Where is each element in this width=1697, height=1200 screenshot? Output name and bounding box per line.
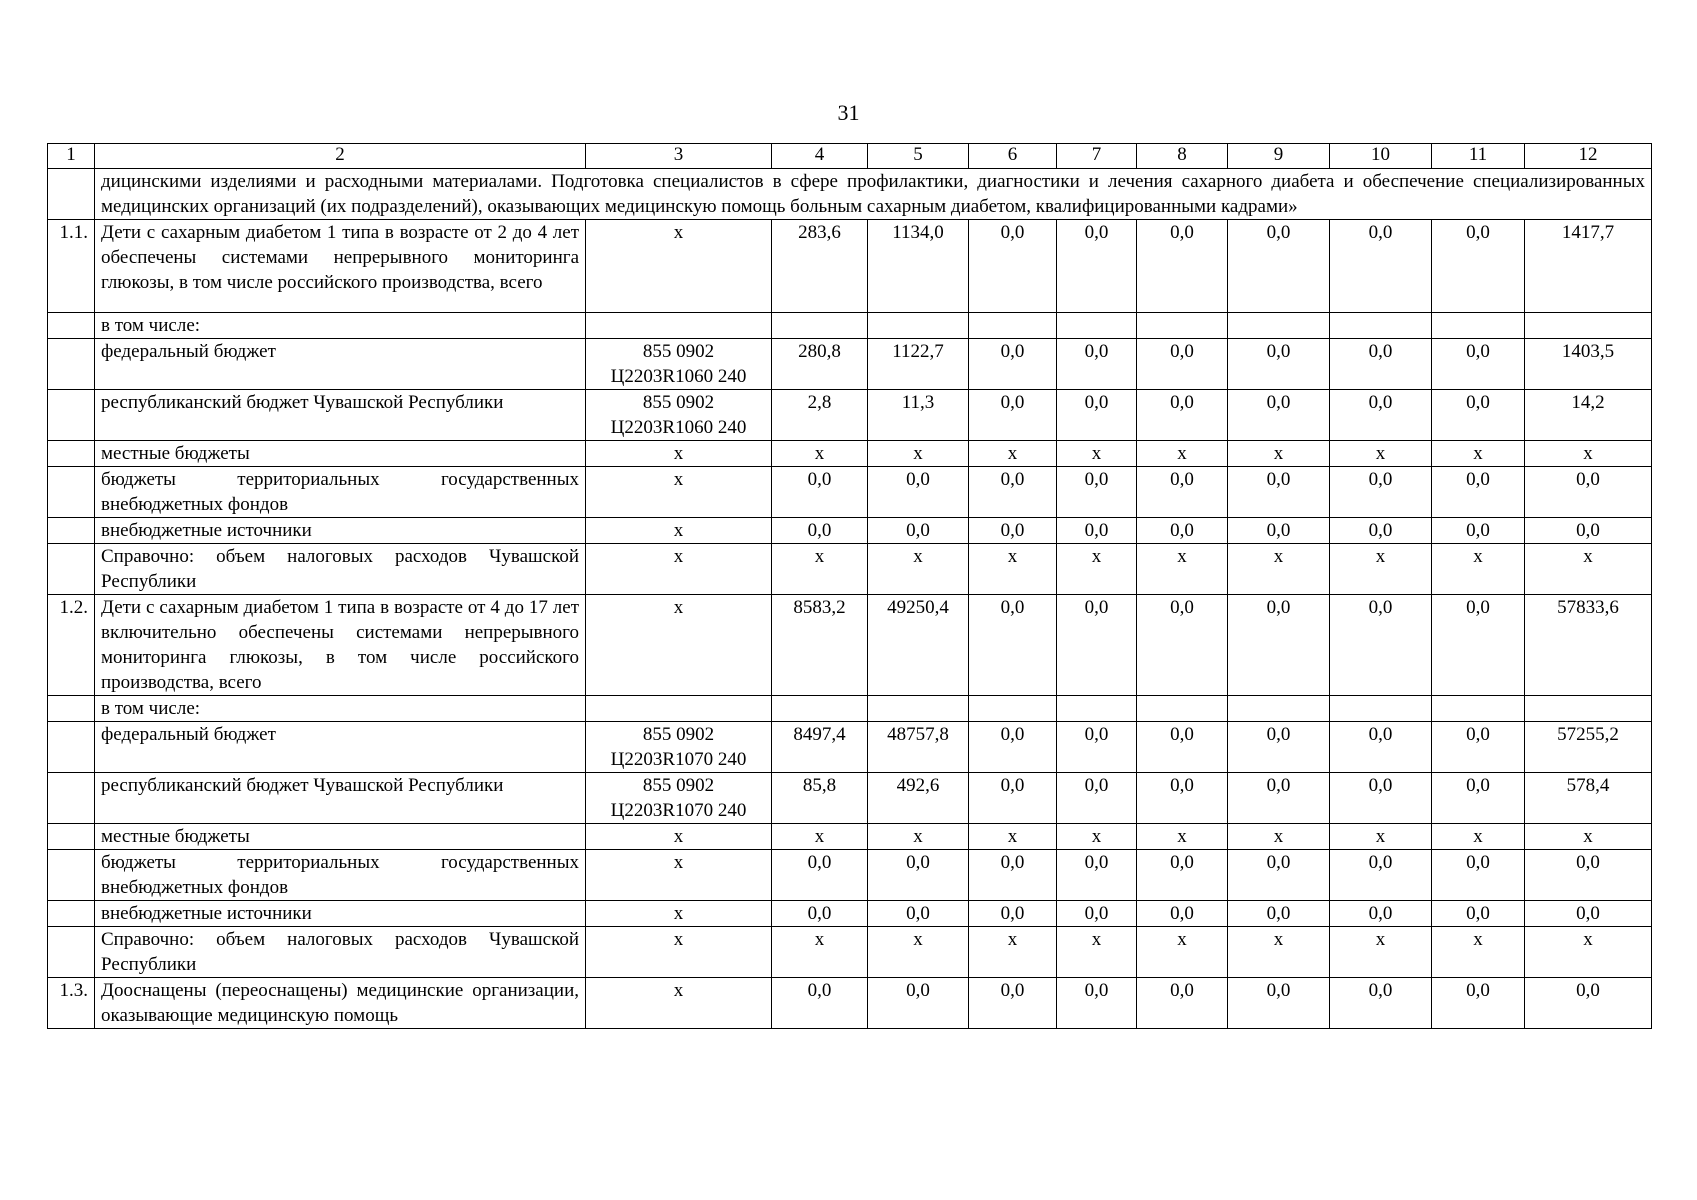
value-cell: х (1330, 441, 1432, 467)
value-cell: 0,0 (1330, 901, 1432, 927)
value-cell: х (1228, 824, 1330, 850)
value-cell: 0,0 (1432, 722, 1525, 773)
header-cell: 5 (868, 144, 969, 169)
value-cell: 0,0 (1432, 390, 1525, 441)
value-cell: х (868, 824, 969, 850)
row-label: Дети с сахарным диабетом 1 типа в возрасте от 4 до 17 лет включительно обеспечены системами непрерывного мониторинга глюкозы, в том числе российского производства, всего (95, 595, 586, 696)
value-cell: 0,0 (1137, 339, 1228, 390)
value-cell (1525, 696, 1652, 722)
value-cell: 0,0 (969, 339, 1057, 390)
value-cell: 0,0 (1330, 850, 1432, 901)
row-label: местные бюджеты (95, 441, 586, 467)
value-cell: 0,0 (1330, 467, 1432, 518)
column-number-header (48, 144, 1652, 169)
header-cell: 1 (48, 144, 95, 169)
row-number: 1.3. (48, 978, 95, 1029)
value-cell: 0,0 (1057, 722, 1137, 773)
value-cell (1228, 696, 1330, 722)
row-number (48, 722, 95, 773)
value-cell: 0,0 (1228, 850, 1330, 901)
row-label: местные бюджеты (95, 824, 586, 850)
budget-source-row (48, 544, 1652, 595)
value-cell: 1122,7 (868, 339, 969, 390)
value-cell (1057, 696, 1137, 722)
value-cell: 0,0 (772, 467, 868, 518)
budget-source-row (48, 850, 1652, 901)
budget-code: х (586, 927, 772, 978)
value-cell (1330, 313, 1432, 339)
value-cell: х (1137, 824, 1228, 850)
header-cell: 6 (969, 144, 1057, 169)
row-label: бюджеты территориальных государственных внебюджетных фондов (95, 850, 586, 901)
budget-code: х (586, 901, 772, 927)
intro-number-cell (48, 169, 95, 220)
value-cell: 1417,7 (1525, 220, 1652, 313)
value-cell: 0,0 (969, 901, 1057, 927)
value-cell: х (1432, 927, 1525, 978)
row-number (48, 390, 95, 441)
budget-code: х (586, 467, 772, 518)
value-cell: 0,0 (1525, 978, 1652, 1029)
value-cell: 0,0 (1228, 595, 1330, 696)
value-cell: 0,0 (1330, 773, 1432, 824)
value-cell: х (969, 824, 1057, 850)
value-cell: х (868, 441, 969, 467)
value-cell: 0,0 (1432, 901, 1525, 927)
row-number (48, 441, 95, 467)
row-label: федеральный бюджет (95, 339, 586, 390)
value-cell: 0,0 (1137, 722, 1228, 773)
value-cell: 0,0 (1137, 467, 1228, 518)
value-cell: 0,0 (1432, 978, 1525, 1029)
value-cell: х (1432, 544, 1525, 595)
value-cell: 11,3 (868, 390, 969, 441)
value-cell: 0,0 (969, 518, 1057, 544)
value-cell: х (1525, 441, 1652, 467)
value-cell: 85,8 (772, 773, 868, 824)
value-cell: 283,6 (772, 220, 868, 313)
value-cell: х (969, 544, 1057, 595)
value-cell (1137, 696, 1228, 722)
value-cell (1057, 313, 1137, 339)
budget-code: 855 0902 Ц2203R1060 240 (586, 339, 772, 390)
indicator-row (48, 978, 1652, 1029)
value-cell: х (1137, 544, 1228, 595)
row-number (48, 773, 95, 824)
value-cell: х (969, 927, 1057, 978)
subheading-row (48, 696, 1652, 722)
value-cell: 0,0 (1432, 595, 1525, 696)
row-label: федеральный бюджет (95, 722, 586, 773)
value-cell: 0,0 (969, 595, 1057, 696)
budget-source-row (48, 901, 1652, 927)
value-cell: х (1525, 544, 1652, 595)
value-cell: 0,0 (1057, 467, 1137, 518)
budget-source-row (48, 441, 1652, 467)
value-cell: х (1057, 544, 1137, 595)
value-cell (1330, 696, 1432, 722)
value-cell: х (772, 927, 868, 978)
value-cell: 0,0 (969, 220, 1057, 313)
value-cell: 0,0 (1057, 773, 1137, 824)
row-number: 1.2. (48, 595, 95, 696)
value-cell: х (1228, 544, 1330, 595)
value-cell: 0,0 (1137, 773, 1228, 824)
value-cell: х (1330, 544, 1432, 595)
value-cell (1137, 313, 1228, 339)
header-cell: 4 (772, 144, 868, 169)
value-cell: 0,0 (1057, 978, 1137, 1029)
page-number: 31 (837, 100, 860, 125)
value-cell: 0,0 (1330, 722, 1432, 773)
value-cell: 0,0 (969, 722, 1057, 773)
value-cell: 0,0 (969, 850, 1057, 901)
budget-code: х (586, 518, 772, 544)
budget-code: х (586, 544, 772, 595)
row-label: республиканский бюджет Чувашской Республики (95, 773, 586, 824)
value-cell: 0,0 (868, 467, 969, 518)
header-cell: 3 (586, 144, 772, 169)
value-cell: 0,0 (1057, 595, 1137, 696)
value-cell: 0,0 (1057, 220, 1137, 313)
value-cell: 0,0 (1228, 978, 1330, 1029)
section-intro-text: дицинскими изделиями и расходными материалами. Подготовка специалистов в сфере профилактики, диагностики и лечения сахарного диабета и обеспечение специализированных медицинских организаций (их подразделений), оказывающих медицинскую помощь больным сахарным диабетом, квалифицированными кадрами» (95, 169, 1652, 220)
row-number (48, 850, 95, 901)
intro-row (48, 169, 1652, 220)
value-cell: 0,0 (1432, 850, 1525, 901)
value-cell: 14,2 (1525, 390, 1652, 441)
header-cell: 7 (1057, 144, 1137, 169)
value-cell: х (1525, 927, 1652, 978)
value-cell: 0,0 (868, 850, 969, 901)
value-cell (969, 696, 1057, 722)
value-cell: 0,0 (1137, 518, 1228, 544)
row-number (48, 339, 95, 390)
value-cell: 0,0 (1330, 220, 1432, 313)
value-cell: 0,0 (1137, 978, 1228, 1029)
value-cell: 0,0 (1330, 518, 1432, 544)
budget-table (47, 143, 1652, 1029)
value-cell: х (1057, 824, 1137, 850)
row-number: 1.1. (48, 220, 95, 313)
value-cell (1228, 313, 1330, 339)
row-label: внебюджетные источники (95, 518, 586, 544)
value-cell: 492,6 (868, 773, 969, 824)
row-label: бюджеты территориальных государственных внебюджетных фондов (95, 467, 586, 518)
value-cell: 49250,4 (868, 595, 969, 696)
row-number (48, 696, 95, 722)
value-cell: х (772, 544, 868, 595)
value-cell: х (868, 927, 969, 978)
budget-code: 855 0902 Ц2203R1070 240 (586, 722, 772, 773)
row-number (48, 927, 95, 978)
value-cell: 48757,8 (868, 722, 969, 773)
budget-code: х (586, 220, 772, 313)
value-cell: 0,0 (1432, 518, 1525, 544)
budget-source-row (48, 773, 1652, 824)
value-cell: 0,0 (1137, 390, 1228, 441)
value-cell: 8497,4 (772, 722, 868, 773)
row-label: Справочно: объем налоговых расходов Чувашской Республики (95, 544, 586, 595)
row-number (48, 544, 95, 595)
value-cell: х (1057, 927, 1137, 978)
value-cell: 0,0 (1432, 339, 1525, 390)
value-cell: 2,8 (772, 390, 868, 441)
value-cell: 0,0 (1228, 390, 1330, 441)
value-cell: 0,0 (868, 978, 969, 1029)
value-cell: 0,0 (1057, 518, 1137, 544)
value-cell: 0,0 (772, 518, 868, 544)
value-cell: 0,0 (1525, 518, 1652, 544)
row-number (48, 467, 95, 518)
value-cell (772, 313, 868, 339)
value-cell: 0,0 (1330, 978, 1432, 1029)
row-label: Справочно: объем налоговых расходов Чувашской Республики (95, 927, 586, 978)
value-cell: х (1330, 824, 1432, 850)
value-cell: 0,0 (1228, 722, 1330, 773)
subheading-row (48, 313, 1652, 339)
budget-source-row (48, 467, 1652, 518)
value-cell: 0,0 (868, 901, 969, 927)
value-cell: 0,0 (969, 467, 1057, 518)
header-cell: 12 (1525, 144, 1652, 169)
budget-code: х (586, 850, 772, 901)
budget-code: х (586, 978, 772, 1029)
value-cell (1525, 313, 1652, 339)
value-cell: 0,0 (868, 518, 969, 544)
budget-code (586, 313, 772, 339)
value-cell: х (1525, 824, 1652, 850)
value-cell: 280,8 (772, 339, 868, 390)
value-cell (772, 696, 868, 722)
value-cell: 1134,0 (868, 220, 969, 313)
value-cell: 0,0 (1330, 595, 1432, 696)
row-label: в том числе: (95, 696, 586, 722)
value-cell: 0,0 (1330, 390, 1432, 441)
value-cell: 0,0 (1057, 901, 1137, 927)
indicator-row (48, 220, 1652, 313)
value-cell: 0,0 (1525, 850, 1652, 901)
value-cell: 0,0 (1228, 339, 1330, 390)
value-cell: 0,0 (772, 850, 868, 901)
value-cell (868, 696, 969, 722)
value-cell (1432, 313, 1525, 339)
indicator-row (48, 595, 1652, 696)
value-cell: 57255,2 (1525, 722, 1652, 773)
value-cell: 0,0 (1228, 901, 1330, 927)
header-cell: 11 (1432, 144, 1525, 169)
value-cell: 0,0 (1137, 901, 1228, 927)
value-cell: 0,0 (1137, 850, 1228, 901)
value-cell: 0,0 (1432, 773, 1525, 824)
budget-code (586, 696, 772, 722)
budget-source-row (48, 927, 1652, 978)
value-cell: 0,0 (969, 978, 1057, 1029)
value-cell: х (1432, 824, 1525, 850)
value-cell: х (1137, 927, 1228, 978)
value-cell: 0,0 (1330, 339, 1432, 390)
value-cell: 8583,2 (772, 595, 868, 696)
row-number (48, 901, 95, 927)
value-cell: 0,0 (1137, 595, 1228, 696)
row-label: республиканский бюджет Чувашской Республики (95, 390, 586, 441)
row-label: в том числе: (95, 313, 586, 339)
value-cell: 0,0 (1228, 467, 1330, 518)
value-cell: х (1228, 927, 1330, 978)
value-cell: 0,0 (1525, 467, 1652, 518)
value-cell: 0,0 (1057, 390, 1137, 441)
value-cell: 0,0 (1057, 339, 1137, 390)
row-label: Дети с сахарным диабетом 1 типа в возрасте от 2 до 4 лет обеспечены системами непрерывного мониторинга глюкозы, в том числе российского производства, всего (95, 220, 586, 313)
value-cell: х (868, 544, 969, 595)
budget-code: 855 0902 Ц2203R1060 240 (586, 390, 772, 441)
header-cell: 10 (1330, 144, 1432, 169)
value-cell: х (772, 824, 868, 850)
value-cell: х (1137, 441, 1228, 467)
row-number (48, 313, 95, 339)
value-cell: 1403,5 (1525, 339, 1652, 390)
value-cell: х (969, 441, 1057, 467)
budget-source-row (48, 390, 1652, 441)
header-cell: 8 (1137, 144, 1228, 169)
header-cell: 9 (1228, 144, 1330, 169)
budget-source-row (48, 518, 1652, 544)
row-number (48, 518, 95, 544)
budget-code: х (586, 441, 772, 467)
value-cell: 0,0 (1228, 773, 1330, 824)
value-cell: 57833,6 (1525, 595, 1652, 696)
value-cell: 0,0 (1432, 220, 1525, 313)
budget-code: 855 0902 Ц2203R1070 240 (586, 773, 772, 824)
value-cell (868, 313, 969, 339)
value-cell: х (1057, 441, 1137, 467)
budget-code: х (586, 824, 772, 850)
value-cell: 0,0 (1228, 220, 1330, 313)
row-label: Дооснащены (переоснащены) медицинские организации, оказывающие медицинскую помощь (95, 978, 586, 1029)
value-cell: 0,0 (969, 390, 1057, 441)
value-cell: х (1228, 441, 1330, 467)
row-number (48, 824, 95, 850)
value-cell: х (1330, 927, 1432, 978)
budget-source-row (48, 824, 1652, 850)
budget-source-row (48, 339, 1652, 390)
budget-code: х (586, 595, 772, 696)
value-cell: х (1432, 441, 1525, 467)
budget-source-row (48, 722, 1652, 773)
value-cell: 0,0 (1137, 220, 1228, 313)
value-cell: 0,0 (1057, 850, 1137, 901)
row-label: внебюджетные источники (95, 901, 586, 927)
header-cell: 2 (95, 144, 586, 169)
value-cell: 578,4 (1525, 773, 1652, 824)
value-cell: 0,0 (1525, 901, 1652, 927)
value-cell (1432, 696, 1525, 722)
value-cell (969, 313, 1057, 339)
value-cell: 0,0 (1432, 467, 1525, 518)
value-cell: 0,0 (772, 978, 868, 1029)
value-cell: 0,0 (969, 773, 1057, 824)
value-cell: 0,0 (1228, 518, 1330, 544)
value-cell: 0,0 (772, 901, 868, 927)
value-cell: х (772, 441, 868, 467)
